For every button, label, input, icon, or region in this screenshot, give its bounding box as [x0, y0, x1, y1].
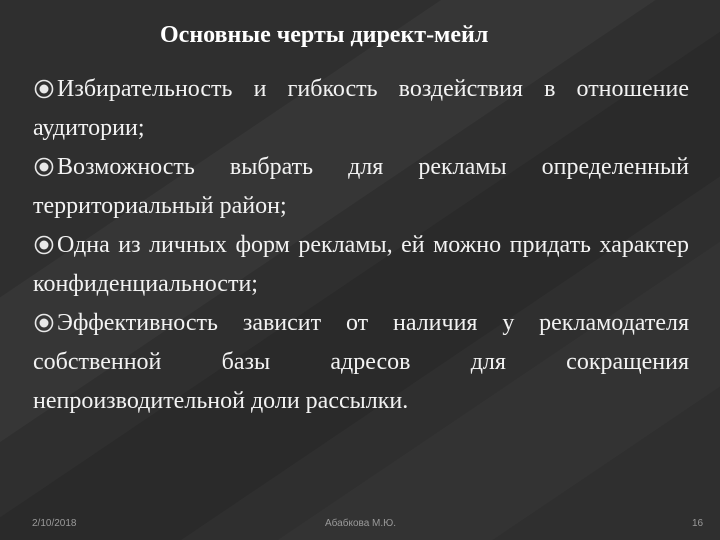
slide-number: 16 — [692, 518, 704, 529]
bullet-list — [33, 70, 689, 421]
list-item — [33, 226, 689, 304]
bullet-text: Одна из личных форм рекламы, ей можно придать характер конфиденциальности; — [33, 232, 689, 297]
circled-dot-bullet-icon — [33, 233, 55, 257]
footer-author: Абабкова М.Ю. — [325, 518, 397, 529]
footer-date: 2/10/2018 — [32, 518, 77, 529]
list-item — [33, 304, 689, 421]
circled-dot-bullet-icon — [33, 311, 55, 335]
bullet-text: Избирательность и гибкость воздействия в отношение аудитории; — [33, 76, 689, 141]
list-item — [33, 70, 689, 148]
bullet-text: Возможность выбрать для рекламы определенный территориальный район; — [33, 154, 689, 219]
list-item — [33, 148, 689, 226]
circled-dot-bullet-icon — [33, 155, 55, 179]
bullet-text: Эффективность зависит от наличия у рекламодателя собственной базы адресов для сокращения непроизводительной доли рассылки. — [33, 310, 689, 414]
circled-dot-bullet-icon — [33, 77, 55, 101]
slide-title: Основные черты директ-мейл — [160, 22, 489, 48]
